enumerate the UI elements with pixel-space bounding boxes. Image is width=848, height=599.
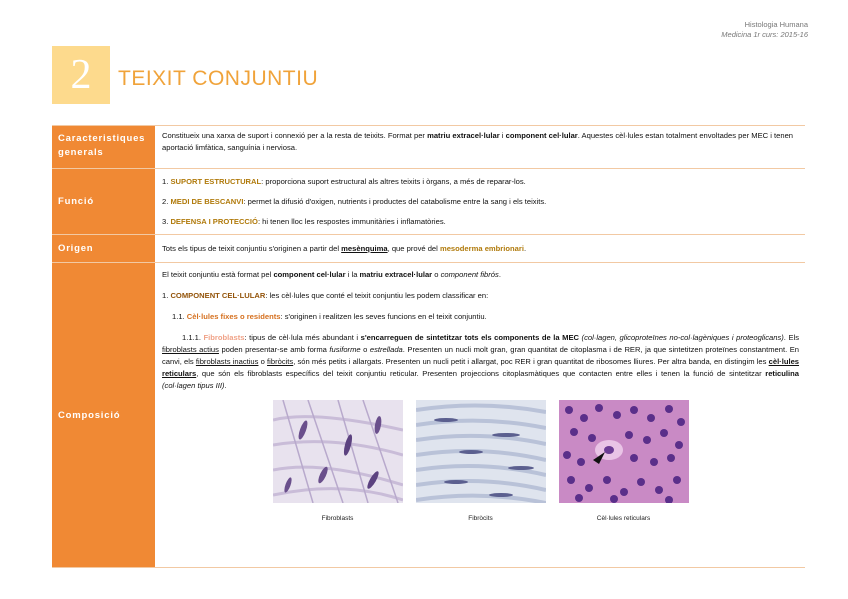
term-matriu: matriu extracel·lular	[427, 131, 500, 140]
fibroblasts-micrograph	[273, 400, 403, 503]
row-content-origen	[156, 235, 805, 262]
row-caracteristiques	[52, 125, 805, 169]
row-label-composicio: Composició	[52, 263, 156, 567]
header-title: Histologia Humana	[744, 20, 808, 29]
composicio-level2	[162, 311, 799, 323]
text: : proporciona suport estructural als altres teixits i òrgans, a més de reparar-los.	[261, 177, 526, 186]
micrograph-gallery	[162, 400, 799, 525]
term: Cèl·lules fixes o residents	[186, 312, 281, 321]
summary-table	[52, 125, 805, 568]
text: . Els	[783, 333, 799, 342]
text: .	[224, 381, 227, 390]
text: (col·lagen tipus III)	[162, 381, 225, 390]
text: o	[360, 345, 370, 354]
caption-fibroblasts: Fibroblasts	[321, 515, 354, 522]
chapter-title: TEIXIT CONJUNTIU	[118, 67, 319, 90]
row-content-composicio	[156, 263, 805, 567]
composicio-level3	[162, 332, 799, 392]
term: fibròcits	[267, 357, 294, 366]
num: 1.1.1.	[182, 333, 204, 342]
chapter-heading	[52, 46, 318, 104]
text: estrellada	[369, 345, 403, 354]
text: o	[432, 270, 441, 279]
text: . Presenten un nucli molt gran, gran quantitat de citoplasma i de RER, ja que sintetitzen proteïnes constantment. En canvi, els	[162, 345, 799, 366]
header-subtitle: Medicina 1r curs: 2015-16	[721, 30, 808, 39]
row-content-funcio	[156, 169, 805, 234]
text: i	[499, 131, 506, 140]
text: : hi tenen lloc les respostes immunitàries i inflamatòries.	[257, 217, 446, 226]
row-composicio	[52, 263, 805, 568]
text: Constitueix una xarxa de suport i connexió per a la resta de teixits. Format per	[162, 131, 428, 140]
num: 2.	[162, 197, 171, 206]
term: COMPONENT CEL·LULAR	[170, 291, 266, 300]
text: : permet la difusió d'oxigen, nutrients i productes del catabolisme entre la sang i els teixits.	[243, 197, 547, 206]
row-funcio	[52, 169, 805, 235]
text: , que prové del	[387, 243, 440, 253]
term: component cel·lular	[273, 270, 346, 279]
term: matriu extracel·lular	[359, 270, 433, 279]
funcio-item-3	[162, 215, 799, 228]
fibrocits-micrograph	[416, 400, 546, 503]
text: Tots els tipus de teixit conjuntiu s'originen a partir del	[162, 243, 342, 253]
term: Fibroblasts	[203, 333, 245, 342]
reticular-cells-micrograph	[559, 400, 689, 503]
text: o	[258, 357, 268, 366]
composicio-intro	[162, 269, 799, 281]
term: cèl·lules reticulars	[162, 357, 800, 378]
term-mesoderma: mesoderma embrionari	[439, 243, 524, 253]
text: El teixit conjuntiu està format pel	[162, 270, 274, 279]
term-mesenquima: mesènquima	[341, 243, 388, 253]
text: : s'originen i realitzen les seves funcions en el teixit conjuntiu.	[280, 312, 487, 321]
text: , que són els fibroblasts específics del teixit conjuntiu reticular. Presenten projeccions citoplasmàtiques que contacten entre elles i tenen la funció de sintetitzar	[196, 369, 766, 378]
num: 3.	[162, 217, 171, 226]
text: fusiforme	[329, 345, 361, 354]
term: fibroblasts inactius	[195, 357, 259, 366]
row-label-caracteristiques: Caracteristiques generals	[52, 126, 156, 168]
text: . Aquestes cèl·lules estan totalment envoltades per MEC i tenen aportació limfàtica, sanguínia i nerviosa.	[162, 131, 794, 152]
term-medi: MEDI DE BESCANVI	[170, 197, 244, 206]
composicio-level1	[162, 290, 799, 302]
text: (col·lagen, glicoproteïnes no-col·lagèniques i proteoglicans)	[579, 333, 784, 342]
num: 1.1.	[172, 312, 187, 321]
figure-fibrocits	[416, 400, 546, 525]
chapter-number-badge: 2	[52, 46, 110, 104]
row-label-funcio: Funció	[52, 169, 156, 234]
caption-cellules-reticulars: Cèl·lules reticulars	[596, 515, 651, 522]
num: 1.	[162, 177, 171, 186]
row-content-caracteristiques	[156, 126, 805, 168]
text: i la	[345, 270, 360, 279]
row-origen	[52, 235, 805, 263]
text: .	[523, 243, 527, 253]
term: fibroblasts actius	[162, 345, 219, 354]
text: : tipus de cèl·lula més abundant i	[244, 333, 361, 342]
term-italic: component fibrós	[440, 270, 499, 279]
term-component: component cel·lular	[505, 131, 578, 140]
caption-fibrocits: Fibròcits	[468, 515, 493, 522]
text: poden presentar-se amb forma	[218, 345, 330, 354]
term: s'encarreguen de sintetitzar tots els components de la MEC	[360, 333, 580, 342]
text: .	[498, 270, 501, 279]
figure-cellules-reticulars	[559, 400, 689, 525]
funcio-item-2	[162, 195, 799, 208]
funcio-item-1	[162, 175, 799, 188]
text: : les cèl·lules que conté el teixit conjuntiu les podem classificar en:	[265, 291, 489, 300]
term-defensa: DEFENSA I PROTECCIÓ	[170, 217, 258, 226]
term-suport: SUPORT ESTRUCTURAL	[170, 177, 262, 186]
figure-fibroblasts	[273, 400, 403, 525]
text: , són més petits i allargats. Presenten un nucli petit i allargat, poc RER i gran quantitat de ribosomes lliures. Per altra banda, en distingim les	[293, 357, 769, 366]
running-header	[721, 20, 808, 40]
row-label-origen: Origen	[52, 235, 156, 262]
term: reticulina	[765, 369, 799, 378]
num: 1.	[162, 291, 171, 300]
